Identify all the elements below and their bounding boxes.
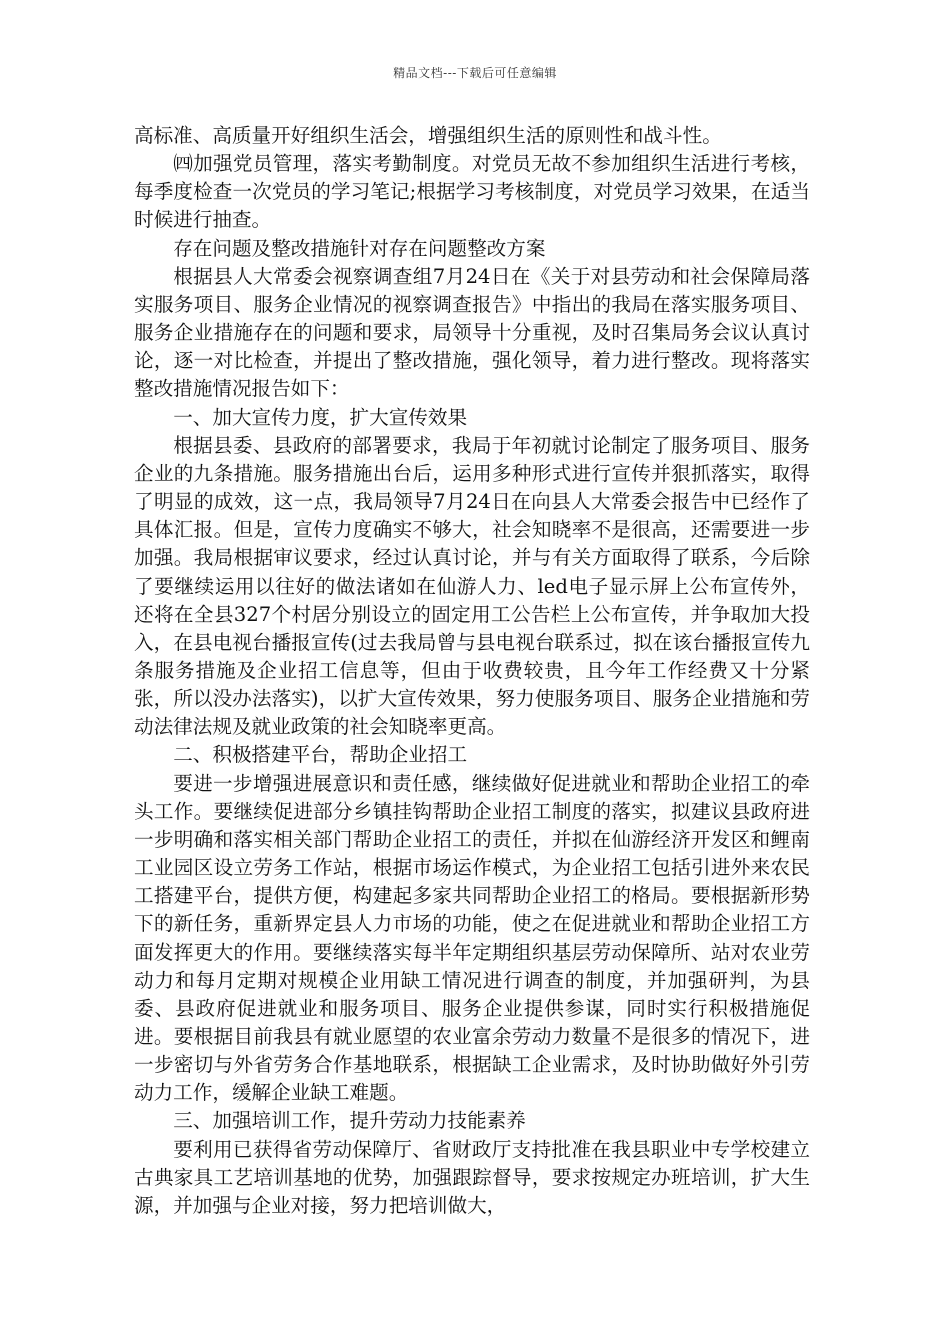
paragraph-training: 要利用已获得省劳动保障厅、省财政厅支持批准在我县职业中专学校建立古典家具工艺培训基地的优势，加强跟踪督导，要求按规定办班培训，扩大生源，并加强与企业对接，努力把培训做大， xyxy=(134,1137,810,1217)
paragraph-party-member-management: ㈣加强党员管理，落实考勤制度。对党员无故不参加组织生活进行考核，每季度检查一次党员的学习笔记;根据学习考核制度，对党员学习效果，在适当时候进行抽查。 xyxy=(134,152,810,232)
section-title: 存在问题及整改措施针对存在问题整改方案 xyxy=(173,236,546,260)
heading-training: 三、加强培训工作，提升劳动力技能素养 xyxy=(173,1109,526,1133)
paragraph-recruitment: 要进一步增强进展意识和责任感，继续做好促进就业和帮助企业招工的牵头工作。要继续促进部分乡镇挂钩帮助企业招工制度的落实，拟建议县政府进一步明确和落实相关部门帮助企业招工的责任，并拟在仙游经济开发区和鲤南工业园区设立劳务工作站，根据市场运作模式，为企业招工包括引进外来农民工搭建平台，提供方便，构建起多家共同帮助企业招工的格局。要根据新形势下的新任务，重新界定县人力市场的功能，使之在促进就业和帮助企业招工方面发挥更大的作用。要继续落实每半年定期组织基层劳动保障所、站对农业劳动力和每月定期对规模企业用缺工情况进行调查的制度，并加强研判，为县委、县政府促进就业和服务项目、服务企业提供参谋，同时实行积极措施促进。要根据目前我县有就业愿望的农业富余劳动力数量不是很多的情况下，进一步密切与外省劳务合作基地联系，根据缺工企业需求，及时协助做好外引劳动力工作，缓解企业缺工难题。 xyxy=(134,771,810,1105)
document-body xyxy=(134,122,810,1220)
heading-publicity: 一、加大宣传力度，扩大宣传效果 xyxy=(173,405,468,429)
paragraph-publicity: 根据县委、县政府的部署要求，我局于年初就讨论制定了服务项目、服务企业的九条措施。服务措施出台后，运用多种形式进行宣传并狠抓落实，取得了明显的成效，这一点，我局领导7月24日在向县人大常委会报告中已经作了具体汇报。但是，宣传力度确实不够大，社会知晓率不是很高，还需要进一步加强。我局根据审议要求，经过认真讨论，并与有关方面取得了联系，今后除了要继续运用以往好的做法诸如在仙游人力、led电子显示屏上公布宣传外，还将在全县327个村居分别设立的固定用工公告栏上公布宣传，并争取加大投入，在县电视台播报宣传(过去我局曾与县电视台联系过，拟在该台播报宣传九条服务措施及企业招工信息等，但由于收费较贵，且今年工作经费又十分紧张，所以没办法落实)，以扩大宣传效果，努力使服务项目、服务企业措施和劳动法律法规及就业政策的社会知晓率更高。 xyxy=(134,433,810,739)
heading-recruitment: 二、积极搭建平台，帮助企业招工 xyxy=(173,743,468,767)
paragraph-continuation: 高标准、高质量开好组织生活会，增强组织生活的原则性和战斗性。 xyxy=(134,124,722,147)
paragraph-intro: 根据县人大常委会视察调查组7月24日在《关于对县劳动和社会保障局落实服务项目、服务企业情况的视察调查报告》中指出的我局在落实服务项目、服务企业措施存在的问题和要求，局领导十分重视，及时召集局务会议认真讨论，逐一对比检查，并提出了整改措施，强化领导，着力进行整改。现将落实整改措施情况报告如下： xyxy=(134,264,810,401)
page-header: 精品文档---下载后可任意编辑 xyxy=(393,66,557,80)
